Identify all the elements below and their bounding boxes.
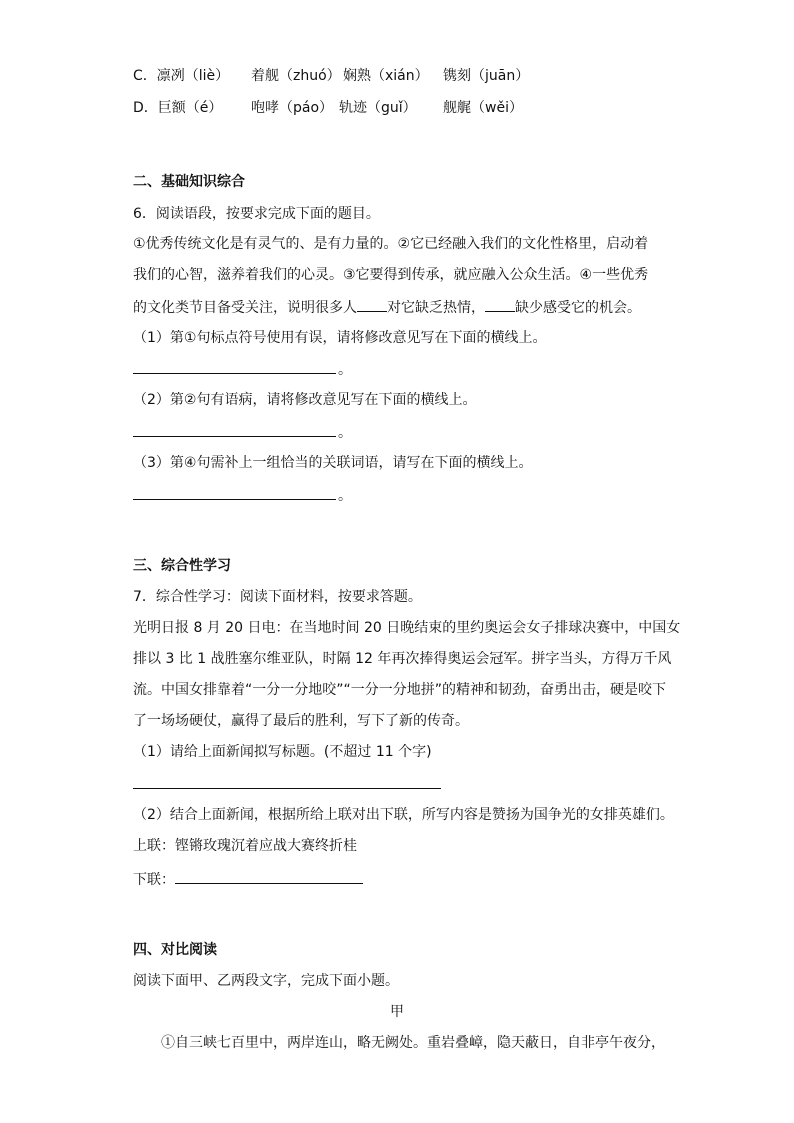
question-7-stem: 7．综合性学习：阅读下面材料，按要求答题。 [133, 589, 422, 605]
section-4-heading: 四、对比阅读 [133, 942, 217, 958]
answer-blank-6-1[interactable] [133, 358, 336, 374]
answer-period: 。 [338, 362, 352, 378]
passage-line-3-c: 缺少感受它的机会。 [515, 300, 641, 316]
classical-text-line-1: ①自三峡七百里中，两岸连山，略无阙处。重岩叠嶂，隐天蔽日，自非亭午夜分， [161, 1035, 665, 1051]
option-d [133, 98, 523, 118]
section-4-intro: 阅读下面甲、乙两段文字，完成下面小题。 [133, 973, 399, 989]
answer-blank-7-1[interactable] [133, 773, 441, 789]
question-6-sub-3: （3）第④句需补上一组恰当的关联词语，请写在下面的横线上。 [133, 455, 533, 471]
section-3-heading: 三、综合性学习 [133, 558, 231, 574]
option-c-word-4: 镌刻（juān） [443, 68, 530, 84]
section-2-heading: 二、基础知识综合 [133, 174, 245, 190]
option-c-word-2: 着舰（zhuó） [251, 68, 341, 84]
news-line-4: 了一场场硬仗，赢得了最后的胜利，写下了新的传奇。 [133, 713, 469, 729]
option-c-word-1: C．凛冽（liè） [133, 68, 230, 84]
option-c-word-3: 娴熟（xián） [343, 68, 429, 84]
answer-line-6-3 [133, 484, 352, 506]
passage-line-3 [133, 296, 641, 318]
answer-blank-6-3[interactable] [133, 484, 336, 500]
question-7-sub-2: （2）结合上面新闻，根据所给上联对出下联，所写内容是赞扬为国争光的女排英雄们。 [133, 807, 674, 823]
option-c [133, 66, 529, 86]
option-d-word-3: 轨迹（guǐ） [339, 100, 417, 116]
passage-line-1: ①优秀传统文化是有灵气的、是有力量的。②它已经融入我们的文化性格里，启动着 [133, 236, 649, 252]
option-d-word-4: 舰艉（wěi） [443, 100, 523, 116]
upper-couplet: 上联：铿锵玫瑰沉着应战大赛终折桂 [133, 838, 357, 854]
question-6-sub-2: （2）第②句有语病，请将修改意见写在下面的横线上。 [133, 392, 477, 408]
answer-line-6-1 [133, 358, 352, 380]
answer-period: 。 [338, 488, 352, 504]
fill-blank-2[interactable] [485, 296, 515, 312]
option-d-word-1: D．巨额（é） [133, 100, 223, 116]
option-d-word-2: 咆哮（páo） [251, 100, 334, 116]
answer-line-6-2 [133, 421, 352, 443]
lower-couplet-blank[interactable] [175, 868, 363, 884]
answer-period: 。 [338, 425, 352, 441]
news-line-3: 流。中国女排靠着“一分一分地咬”“一分一分地拼”的精神和韧劲，奋勇出击，硬是咬下 [133, 682, 667, 698]
news-line-2: 排以 3 比 1 战胜塞尔维亚队，时隔 12 年再次捧得奥运会冠军。拼字当头，方得万千风 [133, 651, 672, 667]
question-6-stem: 6．阅读语段，按要求完成下面的题目。 [133, 206, 380, 222]
passage-jia-label: 甲 [390, 1004, 404, 1020]
passage-line-3-a: 的文化类节目备受关注，说明很多人 [133, 300, 357, 316]
answer-line-7-1 [133, 773, 441, 795]
passage-line-2: 我们的心智，滋养着我们的心灵。③它要得到传承，就应融入公众生活。④一些优秀 [133, 267, 649, 283]
answer-blank-6-2[interactable] [133, 421, 336, 437]
fill-blank-1[interactable] [357, 296, 387, 312]
question-6-sub-1: （1）第①句标点符号使用有误，请将修改意见写在下面的横线上。 [133, 330, 547, 346]
lower-couplet-line [133, 868, 363, 890]
question-7-sub-1: （1）请给上面新闻拟写标题。(不超过 11 个字) [133, 744, 432, 760]
news-line-1: 光明日报 8 月 20 日电：在当地时间 20 日晚结束的里约奥运会女子排球决赛中，中国女 [133, 620, 681, 636]
passage-line-3-b: 对它缺乏热情， [387, 300, 485, 316]
lower-couplet-label: 下联： [133, 872, 175, 888]
